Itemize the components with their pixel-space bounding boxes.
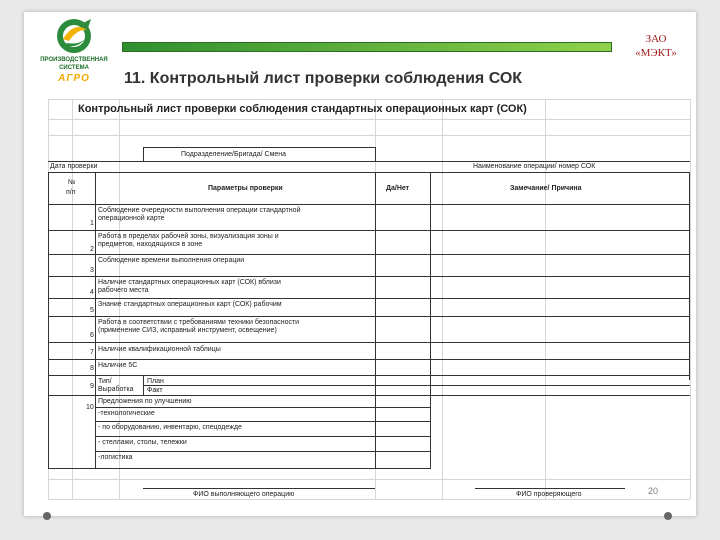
col-yesno-header: Да/Нет: [386, 185, 410, 192]
grid-h: [48, 119, 690, 120]
corner-marker: [43, 512, 51, 520]
grid-v: [545, 99, 546, 499]
logo-brand: АГРО: [58, 73, 90, 84]
row10-item: -технологические: [98, 410, 155, 417]
operation-label: Наименование операции/ номер СОК: [473, 163, 596, 170]
row-num: 6: [90, 332, 94, 339]
col-remark-header: Замечание/ Причина: [510, 185, 582, 192]
border-line: [95, 451, 430, 452]
border-line: [48, 375, 690, 376]
col-params-header: Параметры проверки: [208, 185, 283, 192]
border-line: [375, 147, 376, 161]
row-param: Наличие стандартных операционных карт (СОК) вблизи: [98, 279, 281, 286]
row-num: 5: [90, 307, 94, 314]
border-line: [430, 172, 431, 469]
border-line: [48, 298, 690, 299]
row-param: Работа в пределах рабочей зоны, визуализация зоны и: [98, 233, 279, 240]
page-number: 20: [647, 486, 658, 496]
footer-performer-label: ФИО выполняющего операцию: [193, 491, 295, 498]
slide: [24, 12, 696, 516]
row-num: 9: [90, 383, 94, 390]
border-line: [48, 172, 49, 469]
row-num: 1: [90, 220, 94, 227]
border-line: [95, 172, 96, 469]
division-label: Подразделение/Бригада/ Смена: [181, 151, 287, 158]
logo-text-line2: СИСТЕМА: [59, 65, 89, 71]
row9-fact: Факт: [147, 387, 163, 394]
col-num-header: №: [68, 179, 76, 186]
border-line: [375, 172, 376, 469]
border-line: [48, 254, 690, 255]
row10-item: -логистика: [98, 454, 133, 461]
row-param: Соблюдение очередности выполнения операции стандартной: [98, 207, 301, 214]
border-line: [48, 316, 690, 317]
leaf-swirl-icon: [39, 15, 109, 55]
corner-marker: [664, 512, 672, 520]
grid-v: [72, 99, 73, 499]
border-line: [143, 385, 690, 386]
row-param: Наличие 5С: [98, 362, 138, 369]
date-label: Дата проверки: [50, 163, 98, 170]
checklist-sheet: [48, 99, 690, 499]
logo-text-line1: ПРОИЗВОДСТВЕННАЯ: [40, 57, 108, 63]
border-line: [95, 407, 430, 408]
border-line: [48, 172, 690, 173]
row9-type-label: Тип/: [98, 378, 112, 385]
footer-inspector-label: ФИО проверяющего: [516, 491, 582, 498]
col-num-header-2: п/п: [66, 189, 76, 196]
company-line1: ЗАО: [645, 33, 667, 45]
grid-v: [442, 99, 443, 499]
signature-line: [475, 488, 625, 489]
row-param: Наличие квалификационной таблицы: [98, 346, 221, 353]
row-param: Работа в соответствии с требованиями техники безопасности: [98, 319, 300, 326]
agro-logo: [39, 15, 109, 87]
border-line: [48, 395, 690, 396]
row-num: 4: [90, 289, 94, 296]
border-line: [143, 147, 375, 148]
row-num: 2: [90, 246, 94, 253]
row-num: 7: [90, 349, 94, 356]
grid-h: [48, 135, 690, 136]
border-line: [95, 436, 430, 437]
row-param: (применение СИЗ, исправный инструмент, освещение): [98, 327, 277, 334]
border-line: [95, 421, 430, 422]
grid-h: [48, 479, 690, 480]
row-param: Соблюдение времени выполнения операции: [98, 257, 245, 264]
company-line2: «МЭКТ»: [635, 47, 677, 59]
border-line: [48, 276, 690, 277]
border-line: [48, 342, 690, 343]
row9-plan: План: [147, 378, 164, 385]
row-num: 8: [90, 365, 94, 372]
row-num: 3: [90, 267, 94, 274]
grid-h: [48, 99, 690, 100]
row-param: Знание стандартных операционных карт (СОК) рабочим: [98, 301, 282, 308]
sheet-title: Контрольный лист проверки соблюдения стандартных операционных карт (СОК): [78, 103, 527, 115]
row10-header: Предложения по улучшению: [98, 398, 192, 405]
border-line: [48, 230, 690, 231]
signature-line: [143, 488, 375, 489]
grid-h: [48, 499, 690, 500]
border-line: [48, 204, 690, 205]
slide-title: 11. Контрольный лист проверки соблюдения СОК: [124, 70, 523, 87]
row-num: 10: [86, 404, 94, 411]
row-param: операционной карте: [98, 215, 165, 222]
border-line: [48, 161, 690, 162]
border-line: [48, 468, 431, 469]
grid-v: [690, 99, 691, 499]
border-line: [143, 147, 144, 161]
row9-output-label: Выработка: [98, 386, 134, 393]
company-name: [626, 32, 686, 60]
row-param: рабочего места: [98, 287, 149, 294]
header-green-bar: [122, 42, 612, 52]
border-line: [48, 359, 690, 360]
row10-item: - по оборудованию, инвентарю, спецодежде: [98, 424, 242, 431]
row-param: предметов, находящихся в зоне: [98, 241, 203, 248]
row10-item: - стеллажи, столы, тележки: [98, 439, 187, 446]
